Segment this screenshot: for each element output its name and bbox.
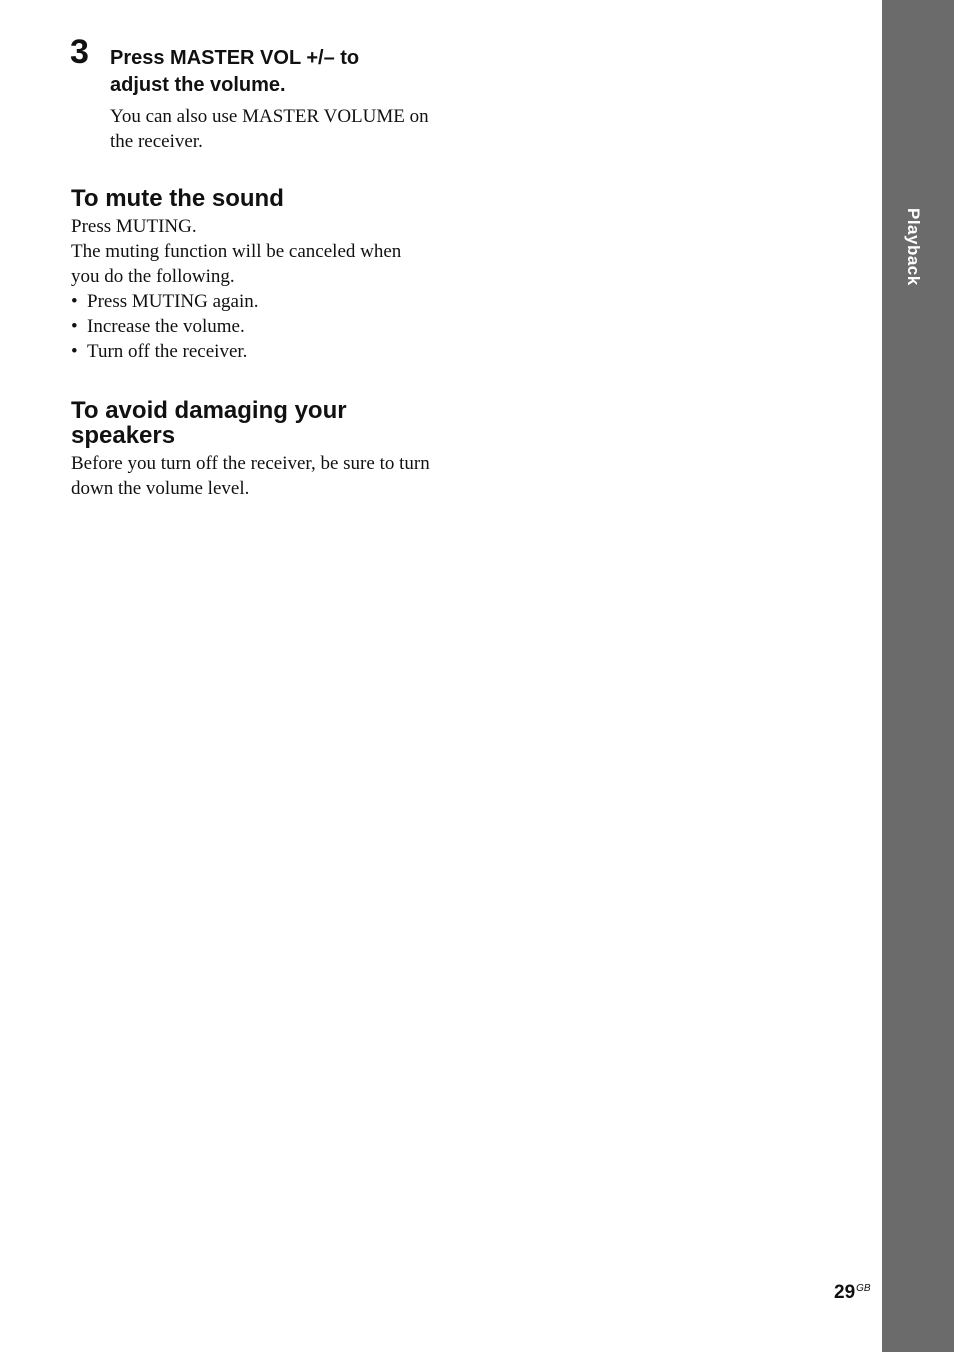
speakers-body-line-1: Before you turn off the receiver, be sure to turn [71,453,430,474]
step-title-line-1: Press MASTER VOL +/– to [110,47,360,69]
mute-body-line-2: The muting function will be canceled when [71,241,402,262]
step-title-line-2: adjust the volume. [110,74,286,96]
speakers-heading-line-1: To avoid damaging your [71,397,347,424]
list-item [71,289,451,314]
mute-body-line-1: Press MUTING. [71,216,197,237]
mute-body [71,214,451,289]
speakers-heading-line-2: speakers [71,422,176,449]
side-tab-label: Playback [904,208,923,286]
page-number-value: 29 [834,1282,856,1303]
bullet-icon: • [71,316,78,337]
step-text-line-2: the receiver. [110,131,203,152]
speakers-heading [71,398,451,448]
mute-heading: To mute the sound [71,185,284,212]
speakers-body-line-2: down the volume level. [71,478,250,499]
bullet-text: Turn off the receiver. [87,341,248,362]
bullet-text: Increase the volume. [87,316,245,337]
speakers-body [71,451,451,501]
bullet-text: Press MUTING again. [87,291,259,312]
list-item [71,339,451,364]
page-number [834,1282,871,1304]
side-tab [882,0,954,1352]
step-text [110,104,455,154]
step-title [110,45,450,99]
step-number: 3 [70,33,89,71]
mute-body-line-3: you do the following. [71,266,235,287]
mute-section [71,186,451,364]
step-text-line-1: You can also use MASTER VOLUME on [110,106,429,127]
bullet-icon: • [71,291,78,312]
list-item [71,314,451,339]
mute-bullet-list [71,289,451,364]
speakers-section [71,398,451,501]
page-number-suffix: GB [856,1282,871,1294]
bullet-icon: • [71,341,78,362]
